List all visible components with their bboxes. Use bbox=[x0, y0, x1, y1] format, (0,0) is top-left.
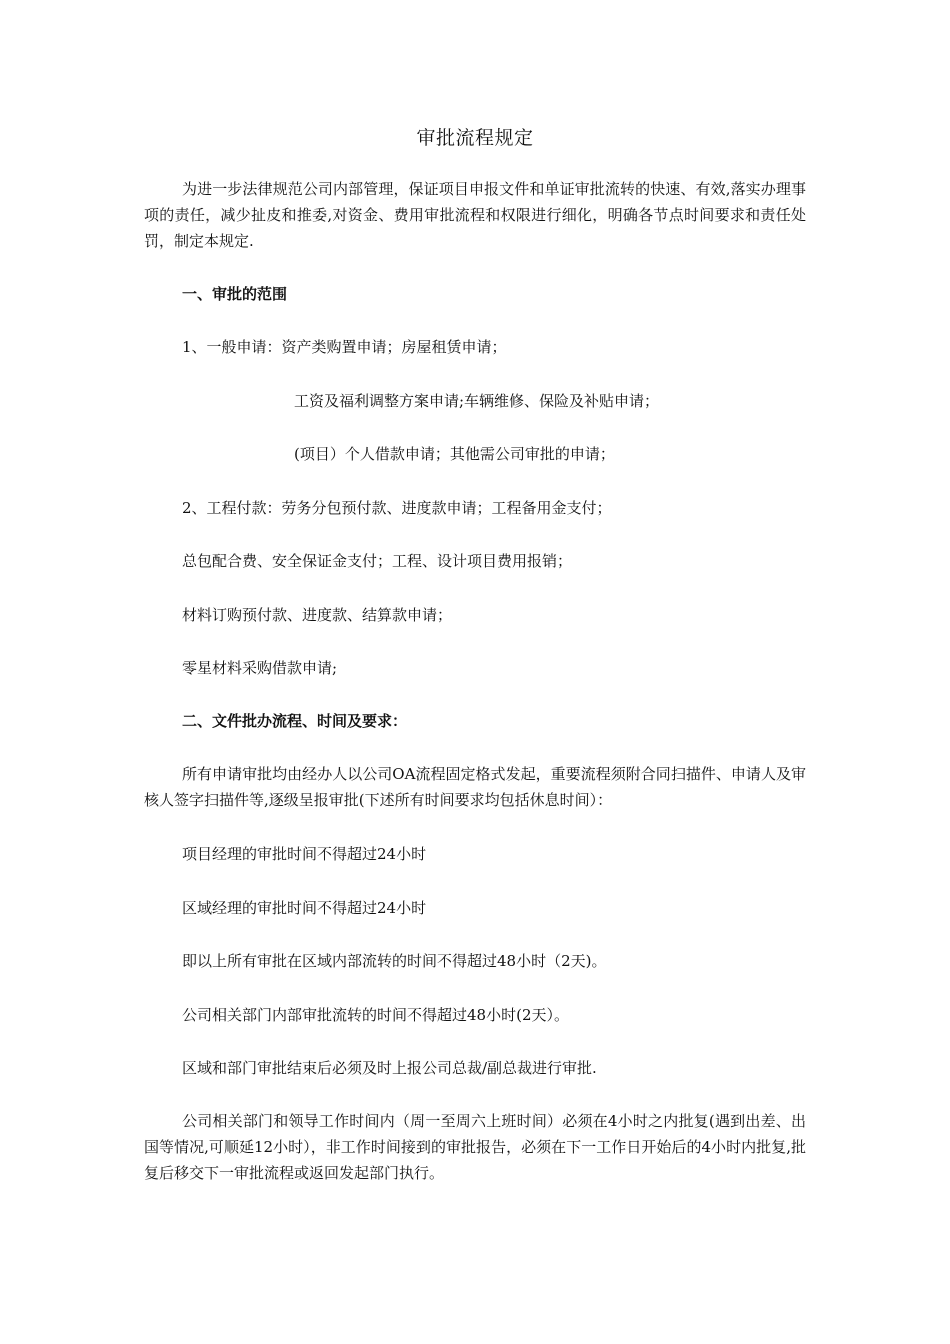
rule-line-department: 公司相关部门内部审批流转的时间不得超过48小时(2天）。 bbox=[182, 1006, 569, 1024]
list-item-general-1: 1、一般申请：资产类购置申请；房屋租赁申请； bbox=[182, 338, 507, 356]
document-title: 审批流程规定 bbox=[416, 127, 534, 149]
list-item-payment-4: 零星材料采购借款申请; bbox=[182, 659, 338, 677]
leadership-paragraph: 公司相关部门和领导工作时间内（周一至周六上班时间）必须在4小时之内批复(遇到出差、出国等情况,可顺延12小时），非工作时间接到的审批报告，必须在下一工作日开始后的4小时内批复,批复后移交下一审批流程或返回发起部门执行。 bbox=[144, 1112, 806, 1182]
list-item-payment-2: 总包配合费、安全保证金支付；工程、设计项目费用报销； bbox=[182, 552, 573, 570]
list-item-general-2: 工资及福利调整方案申请;车辆维修、保险及补贴申请； bbox=[294, 392, 660, 410]
process-paragraph: 所有申请审批均由经办人以公司OA流程固定格式发起，重要流程须附合同扫描件、申请人及审核人签字扫描件等,逐级呈报审批(下述所有时间要求均包括休息时间）： bbox=[144, 765, 806, 809]
section-heading-scope: 一、审批的范围 bbox=[182, 285, 288, 303]
rule-line-region-total: 即以上所有审批在区域内部流转的时间不得超过48小时（2天)。 bbox=[182, 952, 607, 970]
section-heading-process: 二、文件批办流程、时间及要求： bbox=[182, 712, 408, 730]
rule-line-report-president: 区域和部门审批结束后必须及时上报公司总裁/副总裁进行审批. bbox=[182, 1059, 597, 1077]
list-item-payment-3: 材料订购预付款、进度款、结算款申请； bbox=[182, 606, 453, 624]
rule-line-project-manager: 项目经理的审批时间不得超过24小时 bbox=[182, 845, 427, 863]
intro-paragraph: 为进一步法律规范公司内部管理，保证项目申报文件和单证审批流转的快速、有效,落实办理事项的责任，减少扯皮和推委,对资金、费用审批流程和权限进行细化，明确各节点时间要求和责任处罚，制定本规定. bbox=[144, 180, 806, 250]
list-item-general-3: (项目）个人借款申请；其他需公司审批的申请； bbox=[294, 445, 615, 463]
rule-line-region-manager: 区域经理的审批时间不得超过24小时 bbox=[182, 899, 427, 917]
list-item-payment-1: 2、工程付款：劳务分包预付款、进度款申请；工程备用金支付； bbox=[182, 499, 612, 517]
